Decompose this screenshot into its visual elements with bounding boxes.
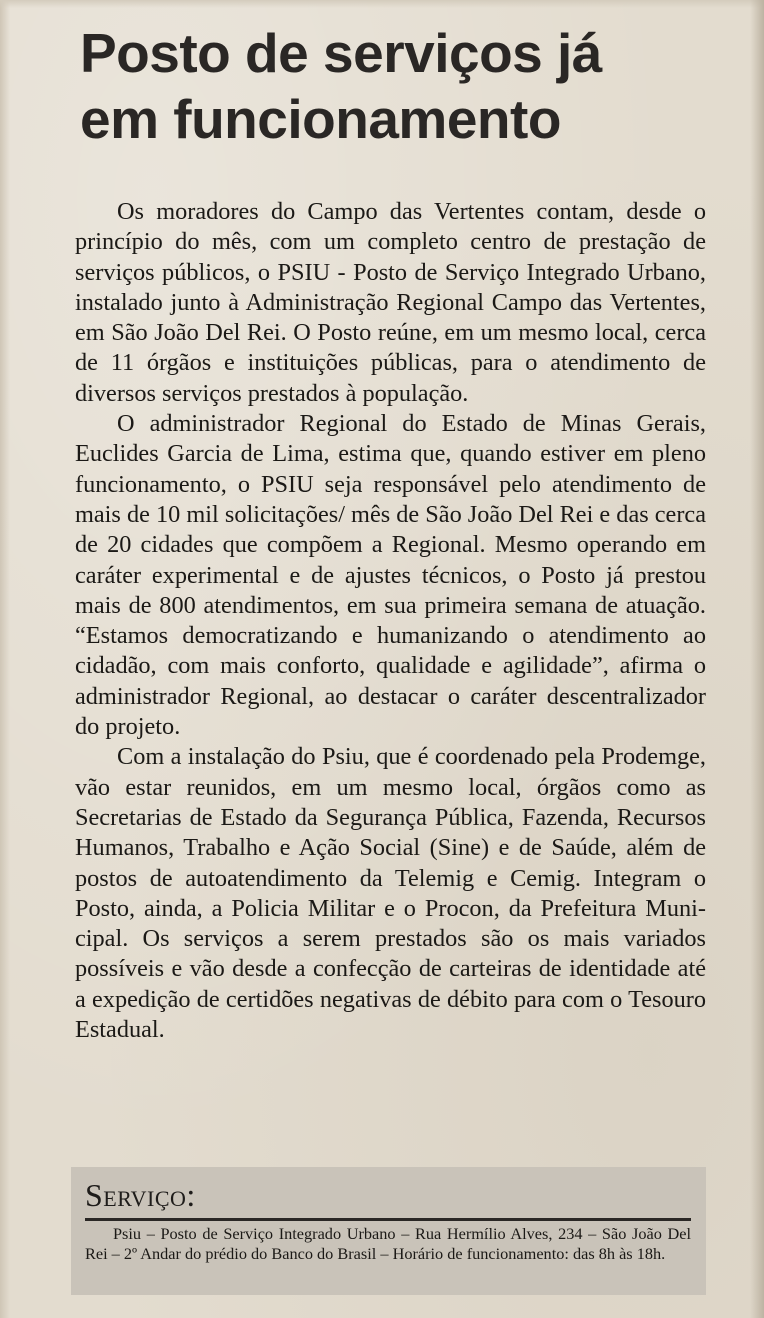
servico-title: Serviço: xyxy=(85,1177,196,1213)
article-paragraph-3: Com a instalação do Psiu, que é coordenado pela Prodemge, vão estar reunidos, em um mesmo local, órgãos como as Secretarias de Estado da Segurança Pública, Fazenda, Recursos Humanos, Trabalho e Ação Social (Sine) e de Saúde, além de postos de autoatendimento da Telemig e Cemig. Integram o Posto, ainda, a Policia Militar e o Procon, da Prefeitura Municipal. Os serviços a serem prestados são os mais variados possíveis e vão desde a confecção de carteiras de identidade até a expedição de certidões negativas de débito para com o Tesouro Estadual. xyxy=(75,743,706,1044)
servico-info-box xyxy=(71,1167,706,1295)
headline-line-1: Posto de serviços já xyxy=(80,22,602,84)
headline-line-2: em funcionamento xyxy=(80,88,561,150)
servico-divider xyxy=(85,1218,691,1221)
paper-left-edge xyxy=(0,0,10,1318)
headline xyxy=(80,20,720,152)
servico-text: Psiu – Posto de Serviço Integrado Urbano – Rua Hermílio Alves, 234 – São João Del Rei – 2º Andar do prédio do Banco do Brasil – Horário de funcionamento: das 8h às 18h. xyxy=(85,1224,691,1263)
article-body xyxy=(75,197,706,1045)
article-paragraph-2: O administrador Regional do Estado de Minas Gerais, Euclides Garcia de Lima, estima que, quando estiver em pleno funcionamento, o PSIU seja responsável pelo atendimento de mais de 10 mil solicitações/ mês de São João Del Rei e das cerca de 20 cidades que compõem a Regional. Mesmo operando em caráter experimental e de ajustes técnicos, o Posto já prestou mais de 800 atendimentos, em sua primeira semana de atuação. “Estamos democratizando e humanizando o atendimento ao cidadão, com mais conforto, qualidade e agilidade”, afirma o administrador Regional, ao destacar o caráter descentralizador do projeto. xyxy=(75,410,706,741)
article-paragraph-1: Os moradores do Campo das Vertentes contam, desde o princípio do mês, com um completo centro de prestação de serviços públicos, o PSIU - Posto de Serviço Integrado Urbano, instalado junto à Administração Regional Campo das Vertentes, em São João Del Rei. O Posto reúne, em um mesmo local, cerca de 11 órgãos e instituições públicas, para o atendimento de diversos serviços prestados à população. xyxy=(75,198,706,407)
paper-right-edge xyxy=(750,0,764,1318)
paper-top-edge xyxy=(0,0,764,8)
